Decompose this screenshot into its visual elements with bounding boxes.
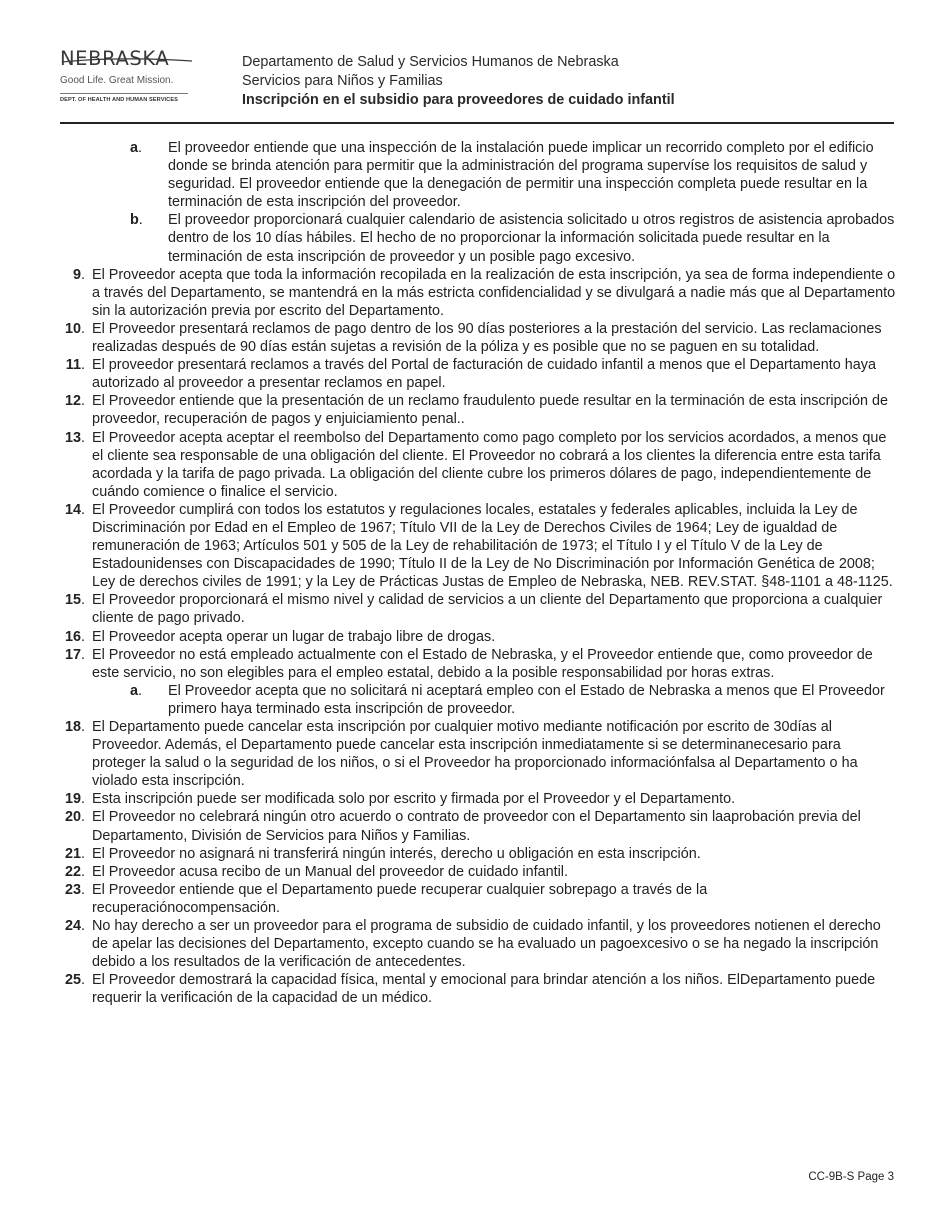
list-item: 17. El Proveedor no está empleado actualmente con el Estado de Nebraska, y el Proveedor entiende que, como proveedor de este servicio, no son elegibles para el empleo estatal, debido a la posible responsabilidad por horas extras.	[92, 646, 896, 682]
item-label: 12	[64, 393, 81, 410]
header-department: Departamento de Salud y Servicios Humanos de Nebraska	[242, 54, 619, 70]
item-label: 25	[64, 972, 81, 989]
item-text: El Proveedor acepta operar un lugar de trabajo libre de drogas.	[92, 628, 496, 645]
item-text: El Proveedor acepta aceptar el reembolso del Departamento como pago completo por los servicios acordados, a menos que el cliente sea responsable de una obligación del cliente. El Proveedor no cobrará a los clientes la diferencia entre esta tarifa acordada y la tarifa de pago privada. La obligación del cliente cubre los primeros dólares de pago, independientemente de cuándo comience o finalice el servicio.	[92, 429, 887, 500]
header-text	[242, 53, 675, 110]
item-text: El proveedor proporcionará cualquier calendario de asistencia solicitado u otros registros de asistencia aprobados dentro de los 10 días hábiles. El hecho de no proporcionar la información solicitada puede resultar en la terminación de esta inscripción de proveedor y un posible pago excesivo.	[168, 212, 895, 265]
list-item: 25. El Proveedor demostrará la capacidad física, mental y emocional para brindar atención a los niños. ElDepartamento puede requerir la verificación de la capacidad de un médico.	[92, 971, 896, 1007]
item-label: 11	[65, 357, 81, 374]
item-text: El Proveedor entiende que el Departamento puede recuperar cualquier sobrepago a través de la recuperaciónocompensación.	[92, 881, 708, 916]
list-item: 13. El Proveedor acepta aceptar el reembolso del Departamento como pago completo por los servicios acordados, a menos que el cliente sea responsable de una obligación del cliente. El Proveedor no cobrará a los clientes la diferencia entre esta tarifa acordada y la tarifa de pago privada. La obligación del cliente cubre los primeros dólares de pago, independientemente de cuándo comience o finalice el servicio.	[92, 429, 896, 501]
list-item: 12. El Proveedor entiende que la presentación de un reclamo fraudulento puede resultar en la terminación de esta inscripción de proveedor, recuperación de pagos y enjuiciamiento penal..	[92, 392, 896, 428]
list-item: 21. El Proveedor no asignará ni transferirá ningún interés, derecho u obligación en esta inscripción.	[92, 845, 896, 863]
page-header	[60, 46, 894, 124]
terms-list	[0, 139, 950, 1008]
list-item: 11. El proveedor presentará reclamos a través del Portal de facturación de cuidado infantil a menos que el Departamento haya autorizado al proveedor a presentar reclamos en papel.	[92, 356, 896, 392]
item-label: 20	[64, 809, 81, 826]
item-label: 23	[64, 881, 81, 898]
nebraska-dhhs-logo	[60, 46, 200, 110]
list-item: 18. El Departamento puede cancelar esta inscripción por cualquier motivo mediante notificación por escrito de 30días al Proveedor. Además, el Departamento puede cancelar esta inscripción inmediatamente si se determinanecesario para proteger la salud o la seguridad de los niños, o si el Proveedor ha proporcionado informaciónfalsa al Departamento o ha violado esta inscripción.	[92, 718, 896, 790]
list-item: b. El proveedor proporcionará cualquier calendario de asistencia solicitado u otros registros de asistencia aprobados dentro de los 10 días hábiles. El hecho de no proporcionar la información solicitada puede resultar en la terminación de esta inscripción de proveedor y un posible pago excesivo.	[130, 212, 895, 265]
item-text: El Proveedor proporcionará el mismo nivel y calidad de servicios a un cliente del Departamento que proporciona a cualquier cliente de pago privado.	[92, 592, 883, 627]
list-item: 22. El Proveedor acusa recibo de un Manual del proveedor de cuidado infantil.	[92, 863, 896, 881]
page-number: CC-9B-S Page 3	[808, 1171, 894, 1183]
list-item: 14. El Proveedor cumplirá con todos los estatutos y regulaciones locales, estatales y federales aplicables, incluida la Ley de Discriminación por Edad en el Empleo de 1967; Título VII de la Ley de Derechos Civiles de 1964; Ley de igualdad de remuneración de 1963; Artículos 501 y 505 de la Ley de rehabilitación de 1973; el Título I y el Título V de la Ley de Estadounidenses con Discapacidades de 1990; Título II de la Ley de No Discriminación por Información Genética de 2008; Ley de derechos civiles de 1991; y la Ley de Prácticas Justas de Empleo de Nebraska, NEB. REV.STAT. §48-1101 a 48-1125.	[92, 501, 896, 591]
header-division: Servicios para Niños y Familias	[242, 73, 443, 89]
item-label: 14	[64, 501, 81, 518]
item-text: El Proveedor cumplirá con todos los estatutos y regulaciones locales, estatales y federales aplicables, incluida la Ley de Discriminación por Edad en el Empleo de 1967; Título VII de la Ley de Derechos Civiles de 1964; Ley de igualdad de remuneración de 1963; Artículos 501 y 505 de la Ley de rehabilitación de 1973; el Título I y el Título V de la Ley de Estadounidenses con Discapacidades de 1990; Título II de la Ley de No Discriminación por Información Genética de 2008; Ley de derechos civiles de 1991; y la Ley de Prácticas Justas de Empleo de Nebraska, NEB. REV.STAT. §48-1101 a 48-1125.	[92, 501, 893, 591]
logo-divider	[60, 93, 188, 94]
header-divider	[60, 122, 894, 124]
item-text: No hay derecho a ser un proveedor para el programa de subsidio de cuidado infantil, y los proveedores notienen el derecho de apelar las decisiones del Departamento, excepto cuando se ha evaluado un pagoexcesivo o se ha negado la inscripción debido a los resultados de la verificación de antecedentes.	[92, 918, 881, 971]
item-label: b	[130, 212, 139, 229]
list-item: 19. Esta inscripción puede ser modificada solo por escrito y firmada por el Proveedor y el Departamento.	[92, 790, 896, 808]
item-text: El Proveedor no asignará ni transferirá ningún interés, derecho u obligación en esta inscripción.	[92, 845, 701, 862]
list-item: a. El Proveedor acepta que no solicitará ni aceptará empleo con el Estado de Nebraska a menos que El Proveedor primero haya terminado esta inscripción de proveedor.	[168, 682, 896, 718]
item-label: 19	[64, 791, 81, 808]
item-label: 24	[64, 918, 81, 935]
item-label: 13	[64, 429, 81, 446]
item-label: 16	[64, 628, 81, 645]
list-item: 9. El Proveedor acepta que toda la información recopilada en la realización de esta inscripción, ya sea de forma independiente o a través del Departamento, se mantendrá en la más estricta confidencialidad y se divulgará a nadie más que al Departamento sin la autorización previa por escrito del Departamento.	[72, 266, 896, 319]
item-label: 15	[64, 592, 81, 609]
item-label: 18	[64, 719, 81, 735]
list-item: 23. El Proveedor entiende que el Departamento puede recuperar cualquier sobrepago a través de la recuperaciónocompensación.	[92, 881, 896, 917]
list-item: 24. No hay derecho a ser un proveedor para el programa de subsidio de cuidado infantil, y los proveedores notienen el derecho de apelar las decisiones del Departamento, excepto cuando se ha evaluado un pagoexcesivo o se ha negado la inscripción debido a los resultados de la verificación de antecedentes.	[92, 917, 896, 971]
list-item: 16. El Proveedor acepta operar un lugar de trabajo libre de drogas.	[92, 628, 896, 646]
item-text: El Proveedor acepta que toda la información recopilada en la realización de esta inscripción, ya sea de forma independiente o a través del Departamento, se mantendrá en la más estricta confidencialidad y se divulgará a nadie más que al Departamento sin la autorización previa por escrito del Departamento.	[92, 266, 896, 319]
item-text: El Proveedor no está empleado actualmente con el Estado de Nebraska, y el Proveedor entiende que, como proveedor de este servicio, no son elegibles para el empleo estatal, debido a la posible responsabilidad por horas extras.	[92, 646, 873, 681]
logo-tagline: Good Life. Great Mission.	[60, 75, 174, 86]
logo-wordmark: NEBRASKA	[60, 47, 170, 70]
header-form-title: Inscripción en el subsidio para proveedores de cuidado infantil	[242, 92, 675, 108]
logo-swoosh-icon	[60, 54, 196, 68]
item-label: 17	[64, 646, 81, 663]
list-item: 15. El Proveedor proporcionará el mismo nivel y calidad de servicios a un cliente del Departamento que proporciona a cualquier cliente de pago privado.	[92, 591, 896, 627]
item-text: El proveedor entiende que una inspección de la instalación puede implicar un recorrido completo por el edificio donde se brinda atención para permitir que la administración del programa supervíse los requisitos de salud y seguridad. El proveedor entiende que la denegación de permitir una inspección completa puede resultar en la terminación de esta inscripción del proveedor.	[168, 140, 874, 211]
logo-department: DEPT. OF HEALTH AND HUMAN SERVICES	[60, 97, 178, 103]
list-item: a. El proveedor entiende que una inspección de la instalación puede implicar un recorrido completo por el edificio donde se brinda atención para permitir que la administración del programa supervíse los requisitos de salud y seguridad. El proveedor entiende que la denegación de permitir una inspección completa puede resultar en la terminación de esta inscripción del proveedor.	[168, 139, 896, 211]
item-text: El Proveedor acepta que no solicitará ni aceptará empleo con el Estado de Nebraska a menos que El Proveedor primero haya terminado esta inscripción de proveedor.	[168, 682, 885, 717]
item-label: a	[130, 140, 139, 156]
item-label: 10	[64, 320, 81, 337]
item-label: a	[130, 682, 139, 699]
list-item: 20. El Proveedor no celebrará ningún otro acuerdo o contrato de proveedor con el Departamento sin laaprobación previa del Departamento, División de Servicios para Niños y Familias.	[92, 808, 896, 844]
item-label: 9	[72, 266, 81, 283]
item-text: El Proveedor entiende que la presentación de un reclamo fraudulento puede resultar en la terminación de esta inscripción de proveedor, recuperación de pagos y enjuiciamiento penal..	[92, 393, 888, 428]
list-item: 10. El Proveedor presentará reclamos de pago dentro de los 90 días posteriores a la prestación del servicio. Las reclamaciones realizadas después de 90 días están sujetas a revisión de la póliza y es posible que no se paguen en su totalidad.	[92, 320, 896, 356]
item-text: El proveedor presentará reclamos a través del Portal de facturación de cuidado infantil a menos que el Departamento haya autorizado al proveedor a presentar reclamos en papel.	[92, 357, 876, 392]
item-label: 21	[64, 845, 81, 862]
item-text: El Proveedor presentará reclamos de pago dentro de los 90 días posteriores a la prestación del servicio. Las reclamaciones realizadas después de 90 días están sujetas a revisión de la póliza y es posible que no se paguen en su totalidad.	[92, 320, 882, 356]
item-text: El Proveedor demostrará la capacidad física, mental y emocional para brindar atención a los niños. ElDepartamento puede requerir la verificación de la capacidad de un médico.	[92, 972, 876, 1007]
item-text: El Departamento puede cancelar esta inscripción por cualquier motivo mediante notificación por escrito de 30días al Proveedor. Además, el Departamento puede cancelar esta inscripción inmediatamente si se determinanecesario para proteger la salud o la seguridad de los niños, o si el Proveedor ha proporcionado informaciónfalsa al Departamento o ha violado esta inscripción.	[92, 719, 858, 790]
item-text: El Proveedor no celebrará ningún otro acuerdo o contrato de proveedor con el Departamento sin laaprobación previa del Departamento, División de Servicios para Niños y Familias.	[92, 809, 861, 844]
item-text: El Proveedor acusa recibo de un Manual del proveedor de cuidado infantil.	[92, 863, 568, 880]
item-label: 22	[64, 863, 81, 880]
item-text: Esta inscripción puede ser modificada solo por escrito y firmada por el Proveedor y el Departamento.	[92, 791, 736, 808]
